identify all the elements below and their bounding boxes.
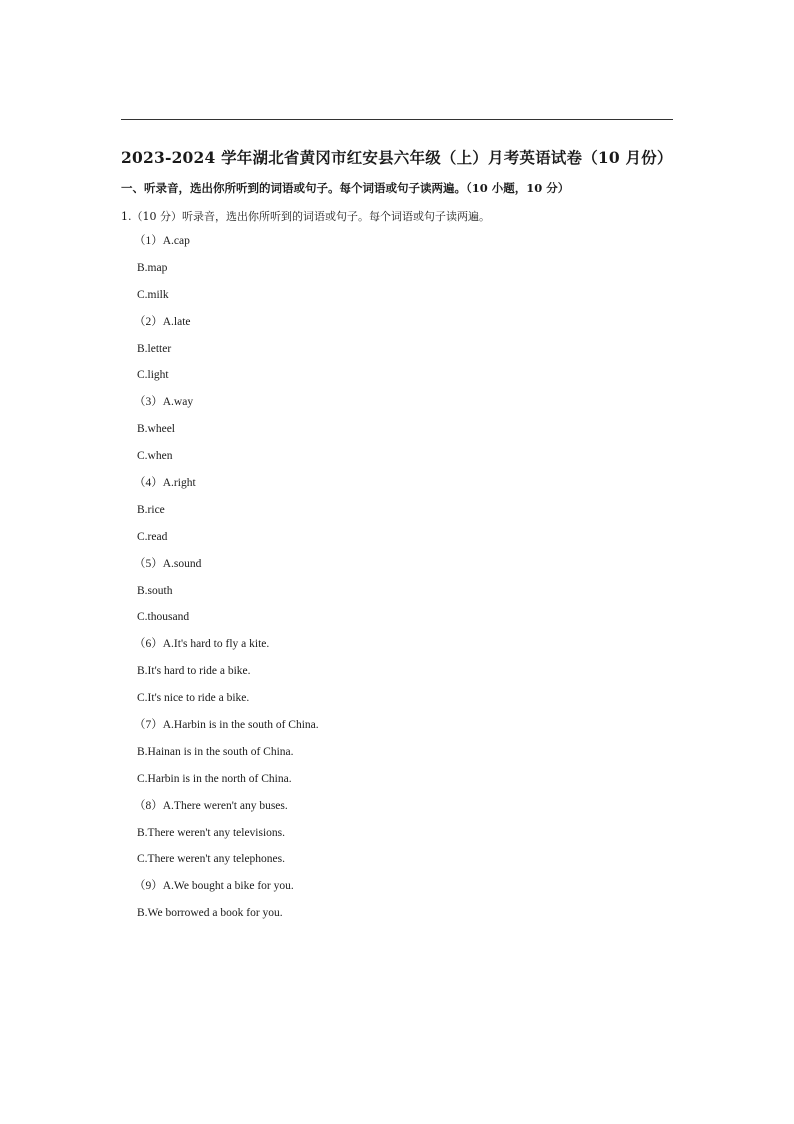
sub-question-option: （3）A.way (134, 396, 194, 409)
answer-options-list (134, 234, 319, 933)
sub-question-option: （9）A.We bought a bike for you. (134, 880, 294, 893)
answer-option: B.We borrowed a book for you. (137, 907, 283, 920)
answer-option: B.letter (137, 342, 172, 355)
sub-question-option: （2）A.late (134, 315, 191, 328)
sub-question-option: （4）A.right (134, 477, 196, 490)
answer-option: B.south (137, 584, 173, 597)
sub-question-option: （8）A.There weren't any buses. (134, 799, 288, 812)
answer-option: C.read (137, 530, 168, 543)
answer-option: C.Harbin is in the north of China. (137, 772, 292, 785)
answer-option: B.It's hard to ride a bike. (137, 665, 251, 678)
question-stem: 1.（10 分）听录音，选出你所听到的词语或句子。每个词语或句子读两遍。 (121, 210, 490, 223)
document-title: 2023-2024 学年湖北省黄冈市红安县六年级（上）月考英语试卷（10 月份） (121, 148, 673, 167)
answer-option: C.It's nice to ride a bike. (137, 692, 250, 705)
answer-option: C.when (137, 450, 173, 463)
answer-option: C.light (137, 369, 169, 382)
answer-option: B.Hainan is in the south of China. (137, 745, 294, 758)
answer-option: C.milk (137, 288, 169, 301)
answer-option: B.rice (137, 503, 165, 516)
answer-option: C.thousand (137, 611, 190, 624)
sub-question-option: （7）A.Harbin is in the south of China. (134, 719, 319, 732)
answer-option: B.There weren't any televisions. (137, 826, 286, 839)
answer-option: C.There weren't any telephones. (137, 853, 286, 866)
header-rule (121, 119, 673, 120)
sub-question-option: （6）A.It's hard to fly a kite. (134, 638, 270, 651)
answer-option: B.map (137, 261, 168, 274)
section-heading: 一、听录音，选出你所听到的词语或句子。每个词语或句子读两遍。（10 小题，10 分） (121, 181, 570, 195)
sub-question-option: （1）A.cap (134, 235, 190, 247)
sub-question-option: （5）A.sound (134, 557, 202, 570)
answer-option: B.wheel (137, 423, 176, 436)
